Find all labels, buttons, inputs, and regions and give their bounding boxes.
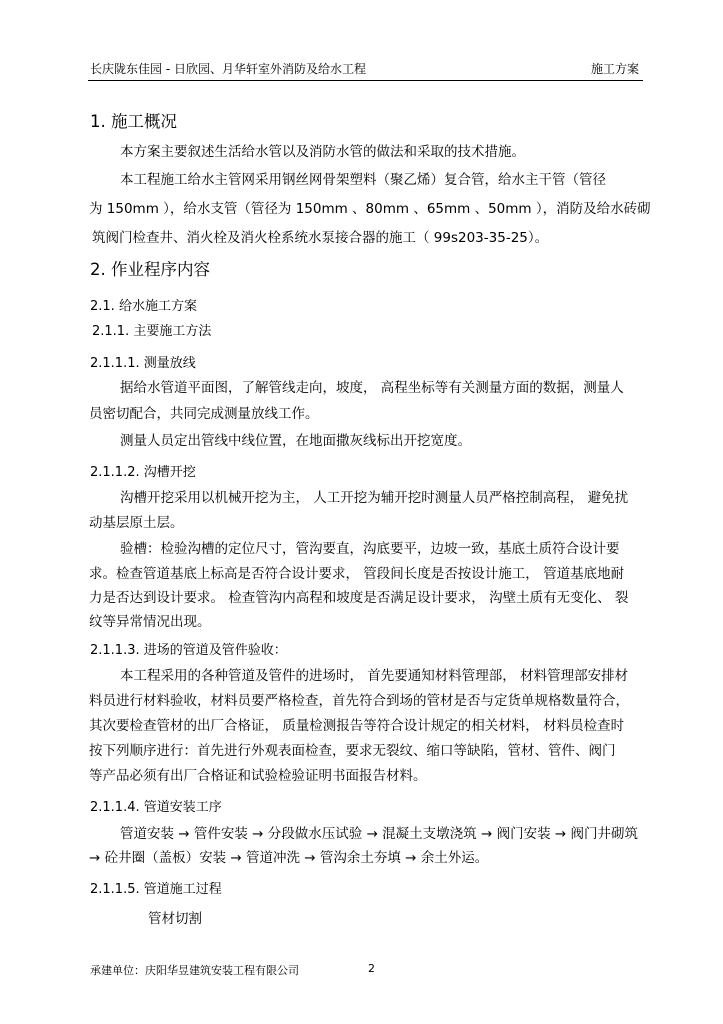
paragraph-line: 管材切割 <box>148 911 202 927</box>
section-1-title: 1. 施工概况 <box>90 112 177 131</box>
footer-page-number: 2 <box>368 962 375 975</box>
paragraph-line: 纹等异常情况出现。 <box>89 614 211 630</box>
paragraph-line: 本工程采用的各种管道及管件的进场时， 首先要通知材料管理部， 材料管理部安排材 <box>120 668 629 684</box>
paragraph-line: 等产品必须有出厂合格证和试验检验证明书面报告材料。 <box>89 768 427 784</box>
section-2-1-title: 2.1. 给水施工方案 <box>90 299 197 314</box>
paragraph-line: 员密切配合，共同完成测量放线工作。 <box>89 406 319 422</box>
paragraph-line: 沟槽开挖采用以机械开挖为主， 人工开挖为辅开挖时测量人员严格控制高程， 避免扰 <box>120 490 629 506</box>
paragraph-line: 按下列顺序进行：首先进行外观表面检查，要求无裂纹、缩口等缺陷，管材、管件、阀门 <box>89 743 616 759</box>
section-2-1-1-title: 2.1.1. 主要施工方法 <box>92 324 212 339</box>
paragraph-line: 其次要检查管材的出厂合格证， 质量检测报告等符合设计规定的相关材料， 材料员检查时 <box>89 718 625 734</box>
paragraph-line: 求。检查管道基底上标高是否符合设计要求， 管段间长度是否按设计施工， 管道基底地耐 <box>89 566 625 582</box>
paragraph-line: 动基层原土层。 <box>89 515 184 531</box>
header-rule <box>88 80 643 81</box>
process-flow-line: 管道安装 → 管件安装 → 分段做水压试验 → 混凝土支墩浇筑 → 阀门安装 → 阀门井砌筑 <box>120 826 638 842</box>
paragraph-line: 本工程施工给水主管网采用钢丝网骨架塑料（聚乙烯）复合管，给水主干管（管径 <box>120 172 606 188</box>
paragraph-line: 筑阀门检查井、消火栓及消火栓系统水泵接合器的施工（ 99s203-35-25）。 <box>92 230 549 246</box>
paragraph-line: 为 150mm ），给水支管（管径为 150mm 、80mm 、65mm 、50mm ），消防及给水砖砌 <box>89 201 651 217</box>
header-doc-type: 施工方案 <box>591 62 640 76</box>
section-2-1-1-4-title: 2.1.1.4. 管道安装工序 <box>90 800 222 815</box>
paragraph-line: 据给水管道平面图，了解管线走向，坡度， 高程坐标等有关测量方面的数据，测量人 <box>120 380 624 396</box>
paragraph-line: 测量人员定出管线中线位置，在地面撒灰线标出开挖宽度。 <box>120 433 471 449</box>
header-project-title: 长庆陇东佳园 - 日欣园、月华轩室外消防及给水工程 <box>90 62 366 76</box>
footer-company: 承建单位：庆阳华昱建筑安装工程有限公司 <box>90 964 299 977</box>
paragraph-line: 料员进行材料验收，材料员要严格检查，首先符合到场的管材是否与定货单规格数量符合， <box>89 693 629 709</box>
section-2-title: 2. 作业程序内容 <box>90 260 210 279</box>
section-2-1-1-2-title: 2.1.1.2. 沟槽开挖 <box>90 465 196 480</box>
process-flow-line: → 砼井圈（盖板）安装 → 管道冲洗 → 管沟余土夯填 → 余土外运。 <box>89 850 489 866</box>
paragraph: 本方案主要叙述生活给水管以及消防水管的做法和采取的技术措施。 <box>120 144 525 160</box>
section-2-1-1-5-title: 2.1.1.5. 管道施工过程 <box>90 882 222 897</box>
paragraph-line: 力是否达到设计要求。 检查管沟内高程和坡度是否满足设计要求， 沟壁土质有无变化、 裂 <box>89 590 629 606</box>
section-2-1-1-1-title: 2.1.1.1. 测量放线 <box>90 356 196 371</box>
section-2-1-1-3-title: 2.1.1.3. 进场的管道及管件验收： <box>90 643 287 658</box>
paragraph-line: 验槽：检验沟槽的定位尺寸，管沟要直，沟底要平，边坡一致，基底土质符合设计要 <box>120 541 620 557</box>
